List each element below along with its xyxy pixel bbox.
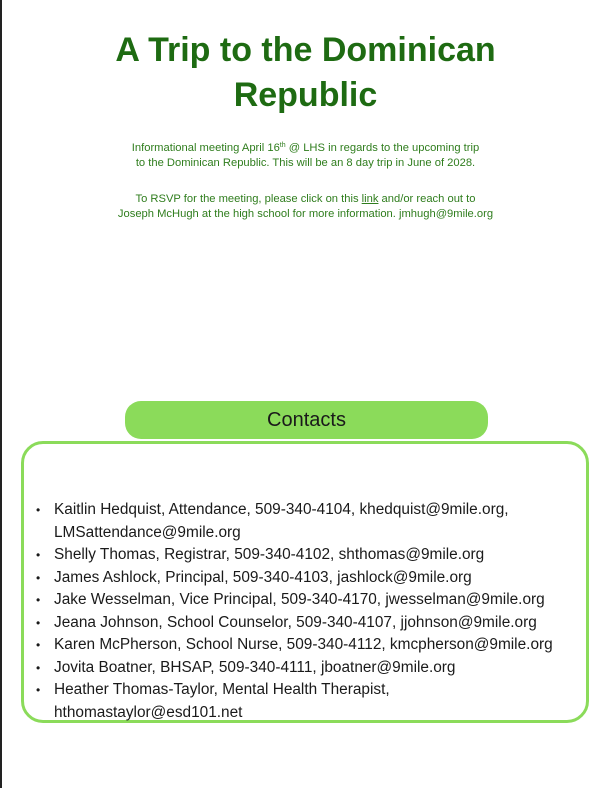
contact-item-boatner xyxy=(33,657,593,680)
contact-item-johnson xyxy=(33,612,593,635)
contact-item-thomas xyxy=(33,544,593,567)
bullet-icon: • xyxy=(36,593,41,607)
meeting-info-text-cont: @ LHS in regards to the upcoming trip xyxy=(285,142,480,154)
meeting-info-text: Informational meeting April 16 xyxy=(131,142,280,154)
contact-text-cont: LMSattendance@9mile.org xyxy=(54,523,241,541)
rsvp-link[interactable]: link xyxy=(361,193,379,205)
rsvp-line-2: Joseph McHugh at the high school for more information. jmhugh@9mile.org xyxy=(117,207,494,220)
bullet-icon: • xyxy=(36,503,41,517)
bullet-icon: • xyxy=(36,683,41,697)
meeting-info xyxy=(70,141,541,170)
date-suffix: th xyxy=(279,142,286,149)
rsvp-info xyxy=(70,192,541,221)
bullet-icon: • xyxy=(36,570,41,585)
bullet-icon: • xyxy=(36,548,41,562)
contact-item-ashlock xyxy=(33,567,593,590)
contact-item-mcpherson xyxy=(33,634,593,657)
rsvp-text: To RSVP for the meeting, please click on this xyxy=(135,193,362,205)
contacts-heading-label: Contacts xyxy=(267,408,346,431)
contact-text: Karen McPherson, School Nurse, 509-340-4112, kmcpherson@9mile.org xyxy=(54,636,553,653)
meeting-info-line-2: to the Dominican Republic. This will be an 8 day trip in June of 2028. xyxy=(135,156,476,169)
title-line-1: A Trip to the Dominican xyxy=(115,31,496,69)
contacts-heading xyxy=(125,401,488,439)
contact-text: Heather Thomas-Taylor, Mental Health Therapist, xyxy=(54,681,390,698)
contact-item-thomas-taylor xyxy=(33,679,593,724)
contact-text-cont: hthomastaylor@esd101.net xyxy=(54,703,243,721)
contact-text: Shelly Thomas, Registrar, 509-340-4102, shthomas@9mile.org xyxy=(54,546,485,563)
contact-text: Jake Wesselman, Vice Principal, 509-340-4170, jwesselman@9mile.org xyxy=(54,591,545,608)
contact-text: Jovita Boatner, BHSAP, 509-340-4111, jboatner@9mile.org xyxy=(54,658,456,676)
page-left-edge xyxy=(0,0,2,788)
rsvp-text-cont: and/or reach out to xyxy=(378,193,476,205)
title-line-2: Republic xyxy=(233,76,378,114)
contact-text: Kaitlin Hedquist, Attendance, 509-340-4104, khedquist@9mile.org, xyxy=(54,501,509,518)
page-title xyxy=(40,28,571,118)
contact-list xyxy=(33,499,593,724)
contact-text: Jeana Johnson, School Counselor, 509-340-4107, jjohnson@9mile.org xyxy=(54,613,537,631)
contact-text: James Ashlock, Principal, 509-340-4103, jashlock@9mile.org xyxy=(54,568,472,586)
bullet-icon: • xyxy=(36,660,41,675)
contact-item-hedquist xyxy=(33,499,593,544)
bullet-icon: • xyxy=(36,615,41,630)
contact-item-wesselman xyxy=(33,589,593,612)
bullet-icon: • xyxy=(36,638,41,652)
